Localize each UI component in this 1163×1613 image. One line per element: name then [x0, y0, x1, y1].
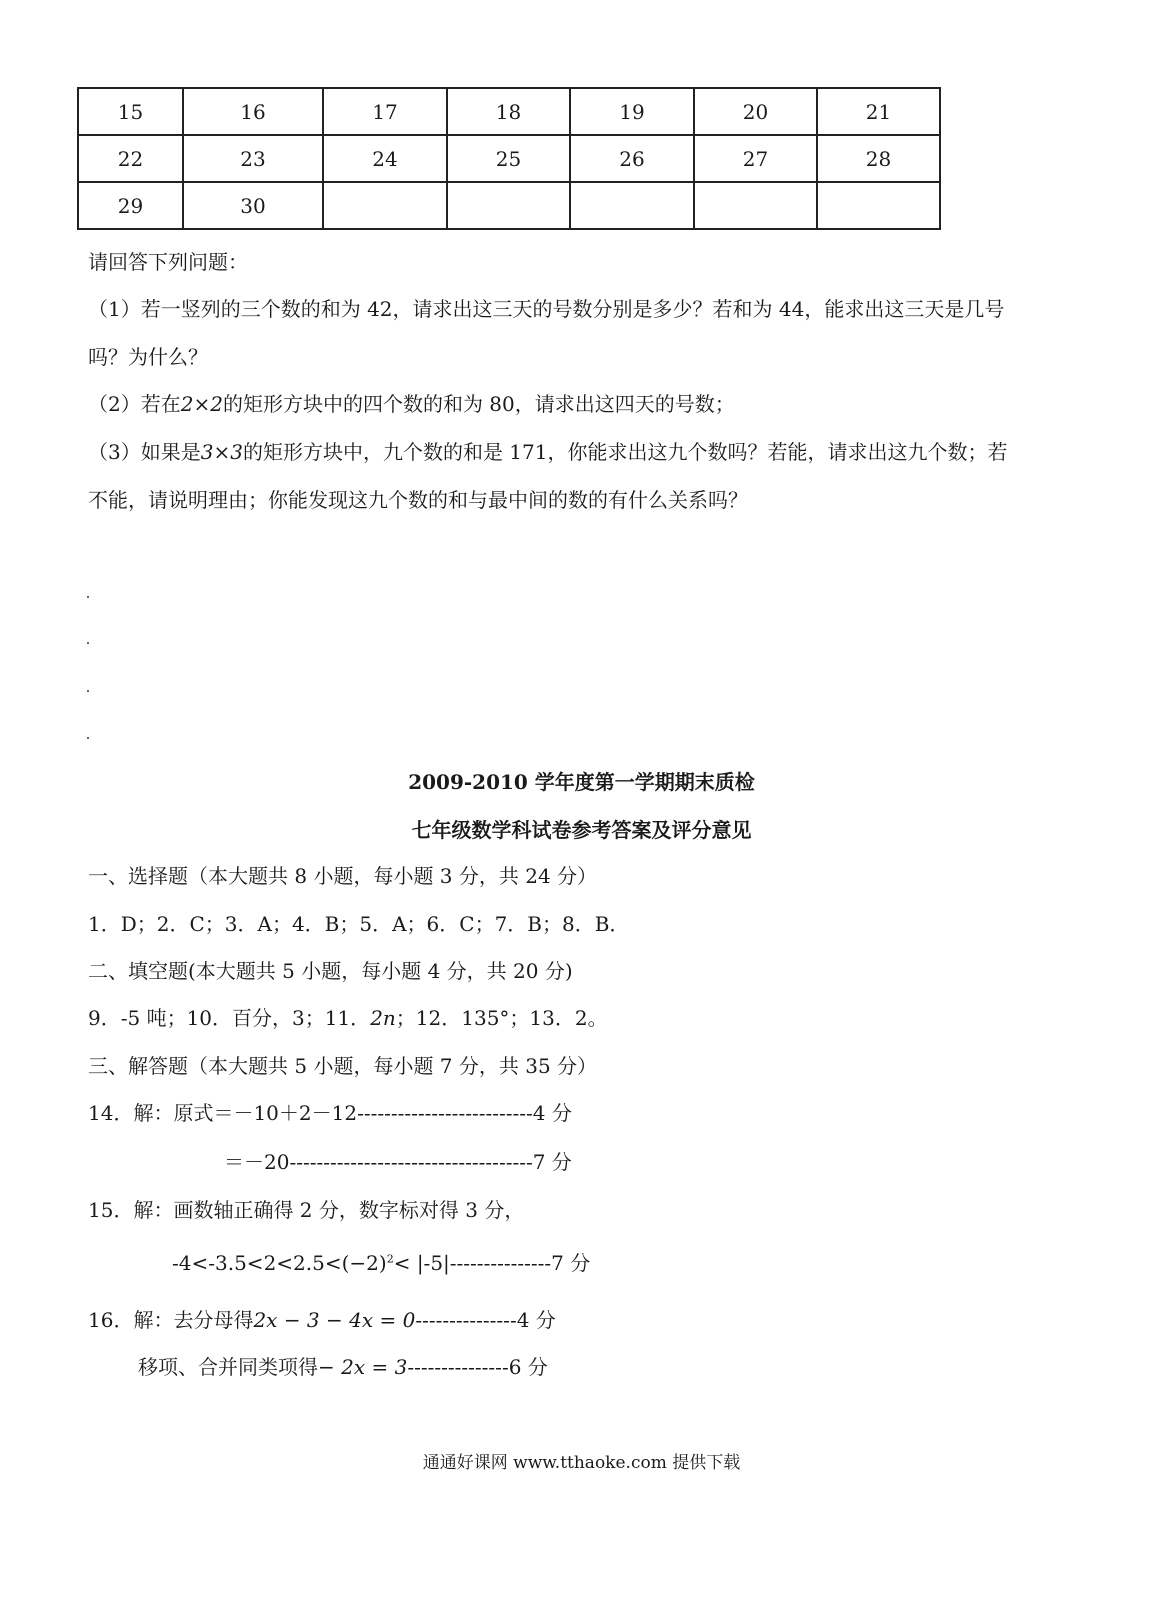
question-2-prefix: （2）若在 [88, 392, 181, 416]
calendar-cell: 28 [817, 135, 940, 182]
question-3-line2: 不能，请说明理由；你能发现这九个数的和与最中间的数的有什么关系吗？ [88, 488, 748, 512]
section-1-answers: 1．D；2．C；3．A；4．B；5．A；6．C；7．B；8．B． [88, 912, 630, 936]
calendar-cell: 26 [570, 135, 694, 182]
calendar-cell [817, 182, 940, 229]
answer-16-step2-equation: − 2x = 3 [318, 1355, 408, 1379]
calendar-cell: 27 [694, 135, 817, 182]
question-2 [88, 388, 735, 417]
calendar-cell: 25 [447, 135, 570, 182]
calendar-cell [447, 182, 570, 229]
calendar-cell: 23 [183, 135, 323, 182]
calendar-table [77, 87, 941, 230]
calendar-cell: 18 [447, 88, 570, 135]
calendar-cell [323, 182, 447, 229]
section-2-answers [88, 1002, 608, 1031]
answer-16-step2-prefix: 移项、合并同类项得 [138, 1355, 318, 1379]
answer-16-line2 [138, 1351, 548, 1380]
section-3-heading: 三、解答题（本大题共 5 小题，每小题 7 分，共 35 分） [88, 1054, 598, 1078]
margin-dot [87, 642, 89, 644]
calendar-cell: 20 [694, 88, 817, 135]
section-2-answers-b: ；12．135°；13．2。 [395, 1006, 608, 1030]
calendar-cell [694, 182, 817, 229]
answer-16-step2-score: ---------------6 分 [407, 1355, 548, 1379]
calendar-cell: 30 [183, 182, 323, 229]
calendar-cell: 17 [323, 88, 447, 135]
section-1-heading: 一、选择题（本大题共 8 小题，每小题 3 分，共 24 分） [88, 864, 598, 888]
calendar-cell: 15 [78, 88, 183, 135]
answer-title: 2009-2010 学年度第一学期期末质检 [408, 770, 755, 794]
question-3-expr: 3×3 [200, 440, 243, 464]
calendar-cell: 24 [323, 135, 447, 182]
calendar-cell: 21 [817, 88, 940, 135]
question-1-line2: 吗？为什么？ [88, 345, 208, 369]
answer-16-score: ---------------4 分 [415, 1308, 556, 1332]
calendar-cell [570, 182, 694, 229]
answer-subtitle: 七年级数学科试卷参考答案及评分意见 [411, 818, 752, 842]
answer-15-expr: -4<-3.5<2<2.5<(−2) [172, 1251, 387, 1275]
calendar-cell: 29 [78, 182, 183, 229]
section-2-heading: 二、填空题(本大题共 5 小题，每小题 4 分，共 20 分) [88, 959, 573, 983]
answer-15-line2 [172, 1247, 590, 1276]
answer-16-equation: 2x − 3 − 4x = 0 [253, 1308, 416, 1332]
page-footer: 通通好课网 www.tthaoke.com 提供下载 [422, 1453, 741, 1473]
answer-15-line1: 15．解：画数轴正确得 2 分，数字标对得 3 分， [88, 1198, 525, 1222]
answer-16-prefix: 16．解：去分母得 [88, 1308, 254, 1332]
calendar-row [78, 88, 940, 135]
margin-dot [87, 737, 89, 739]
answer-15-tail: < |-5|---------------7 分 [393, 1251, 591, 1275]
question-3-prefix: （3）如果是 [88, 440, 201, 464]
question-2-expr: 2×2 [180, 392, 223, 416]
calendar-body [78, 88, 940, 229]
question-3 [88, 436, 1007, 465]
question-3-suffix: 的矩形方块中，九个数的和是 171，你能求出这九个数吗？若能，请求出这九个数；若 [242, 440, 1008, 464]
answer-15-exponent: 2 [386, 1252, 394, 1266]
margin-dot [87, 690, 89, 692]
margin-dot [87, 596, 89, 598]
question-intro: 请回答下列问题： [88, 250, 248, 274]
section-2-answers-a: 9．-5 吨；10．百分，3；11． [88, 1006, 371, 1030]
question-1-line1: （1）若一竖列的三个数的和为 42，请求出这三天的号数分别是多少？若和为 44，能求出这三天是几号 [88, 297, 1005, 321]
section-2-answer-2n: 2n [370, 1006, 396, 1030]
calendar-cell: 22 [78, 135, 183, 182]
answer-14-line1: 14．解：原式＝－10＋2－12--------------------------4 分 [88, 1101, 572, 1125]
answer-16-line1 [88, 1304, 556, 1333]
question-2-suffix: 的矩形方块中的四个数的和为 80，请求出这四天的号数； [222, 392, 735, 416]
answer-14-line2: ＝－20------------------------------------7 分 [224, 1150, 572, 1174]
calendar-row [78, 182, 940, 229]
calendar-row [78, 135, 940, 182]
calendar-cell: 16 [183, 88, 323, 135]
calendar-cell: 19 [570, 88, 694, 135]
